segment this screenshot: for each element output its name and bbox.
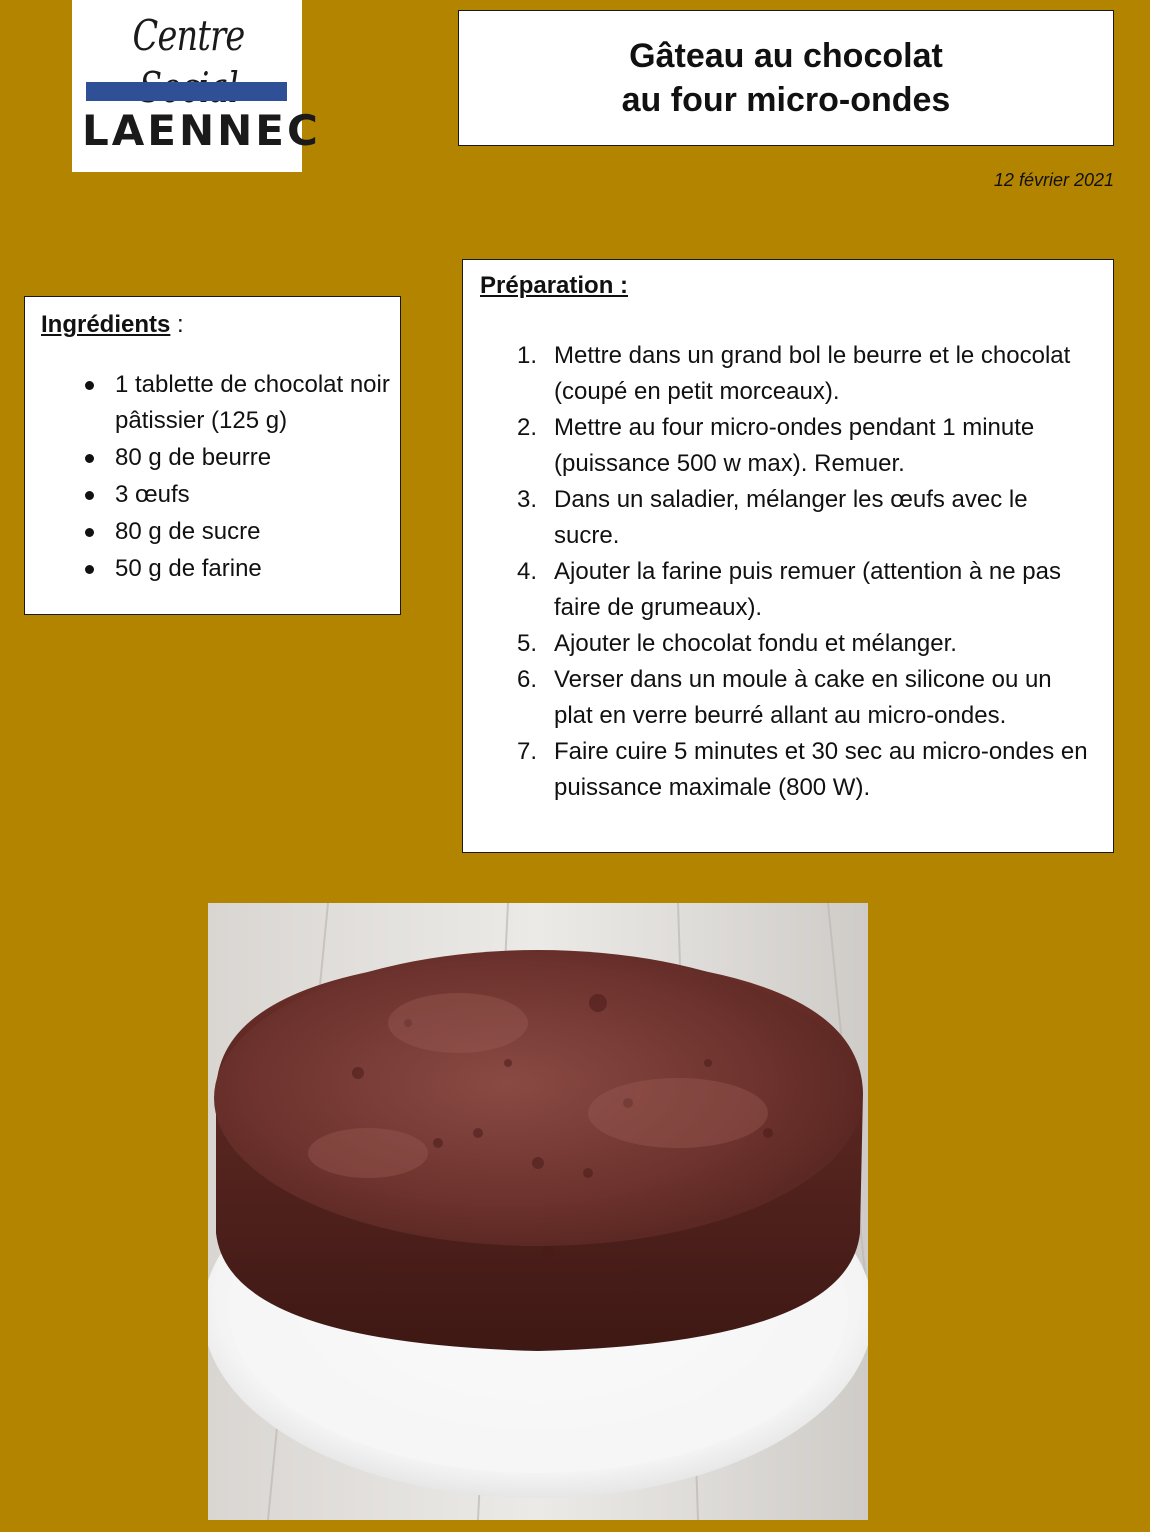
ingredient-item [41,440,400,476]
step-text: Mettre dans un grand bol le beurre et le chocolat (coupé en petit morceaux). [554,342,1071,405]
title-box [458,10,1114,146]
ingredients-heading-colon: : [170,311,184,338]
preparation-step [480,554,1113,626]
logo-script-text: Centre [132,11,245,60]
step-number: 7. [517,738,538,765]
preparation-heading-label: Préparation : [480,272,629,299]
preparation-step [480,410,1113,482]
bullet-icon [85,454,94,463]
ingredients-list [41,367,400,587]
centre-social-logo [72,0,321,172]
ingredients-heading-label: Ingrédients [41,311,171,338]
step-number: 6. [517,666,538,693]
ingredient-item [41,477,400,513]
chocolate-cake-photo [208,903,868,1520]
preparation-step [480,734,1113,806]
ingredient-item [41,514,400,550]
logo-wordmark: LAENNEC [82,106,321,155]
step-number: 4. [517,558,538,585]
bullet-icon [85,565,94,574]
step-number: 1. [517,342,538,369]
preparation-step [480,662,1113,734]
ingredient-text: 80 g de beurre [115,444,272,471]
preparation-steps [480,338,1113,806]
recipe-title-line-1: Gâteau au chocolat [629,37,943,75]
step-text: Verser dans un moule à cake en silicone ou un plat en verre beurré allant au micro-ondes. [554,666,1052,729]
preparation-heading [480,270,1113,302]
preparation-step [480,338,1113,410]
step-number: 3. [517,486,538,513]
ingredient-text: 1 tablette de chocolat noir pâtissier (125 g) [115,371,390,434]
ingredient-item [41,367,400,439]
recipe-date: 12 février 2021 [993,170,1114,190]
preparation-panel [462,259,1114,853]
step-number: 2. [517,414,538,441]
ingredient-text: 80 g de sucre [115,518,261,545]
bullet-icon [85,491,94,500]
step-text: Ajouter le chocolat fondu et mélanger. [554,630,957,657]
bullet-icon [85,381,94,390]
ingredient-item [41,551,400,587]
step-number: 5. [517,630,538,657]
preparation-step [480,482,1113,554]
ingredient-text: 3 œufs [115,481,190,508]
step-text: Dans un saladier, mélanger les œufs avec le sucre. [554,486,1028,549]
ingredients-heading [41,309,400,341]
recipe-title-line-2: au four micro-ondes [621,81,951,119]
preparation-step [480,626,1113,662]
ingredients-panel [24,296,401,615]
logo-blue-bar [86,82,287,101]
step-text: Faire cuire 5 minutes et 30 sec au micro-ondes en puissance maximale (800 W). [554,738,1088,801]
ingredient-text: 50 g de farine [115,555,262,582]
step-text: Ajouter la farine puis remuer (attention à ne pas faire de grumeaux). [554,558,1061,621]
step-text: Mettre au four micro-ondes pendant 1 minute (puissance 500 w max). Remuer. [554,414,1035,477]
bullet-icon [85,528,94,537]
